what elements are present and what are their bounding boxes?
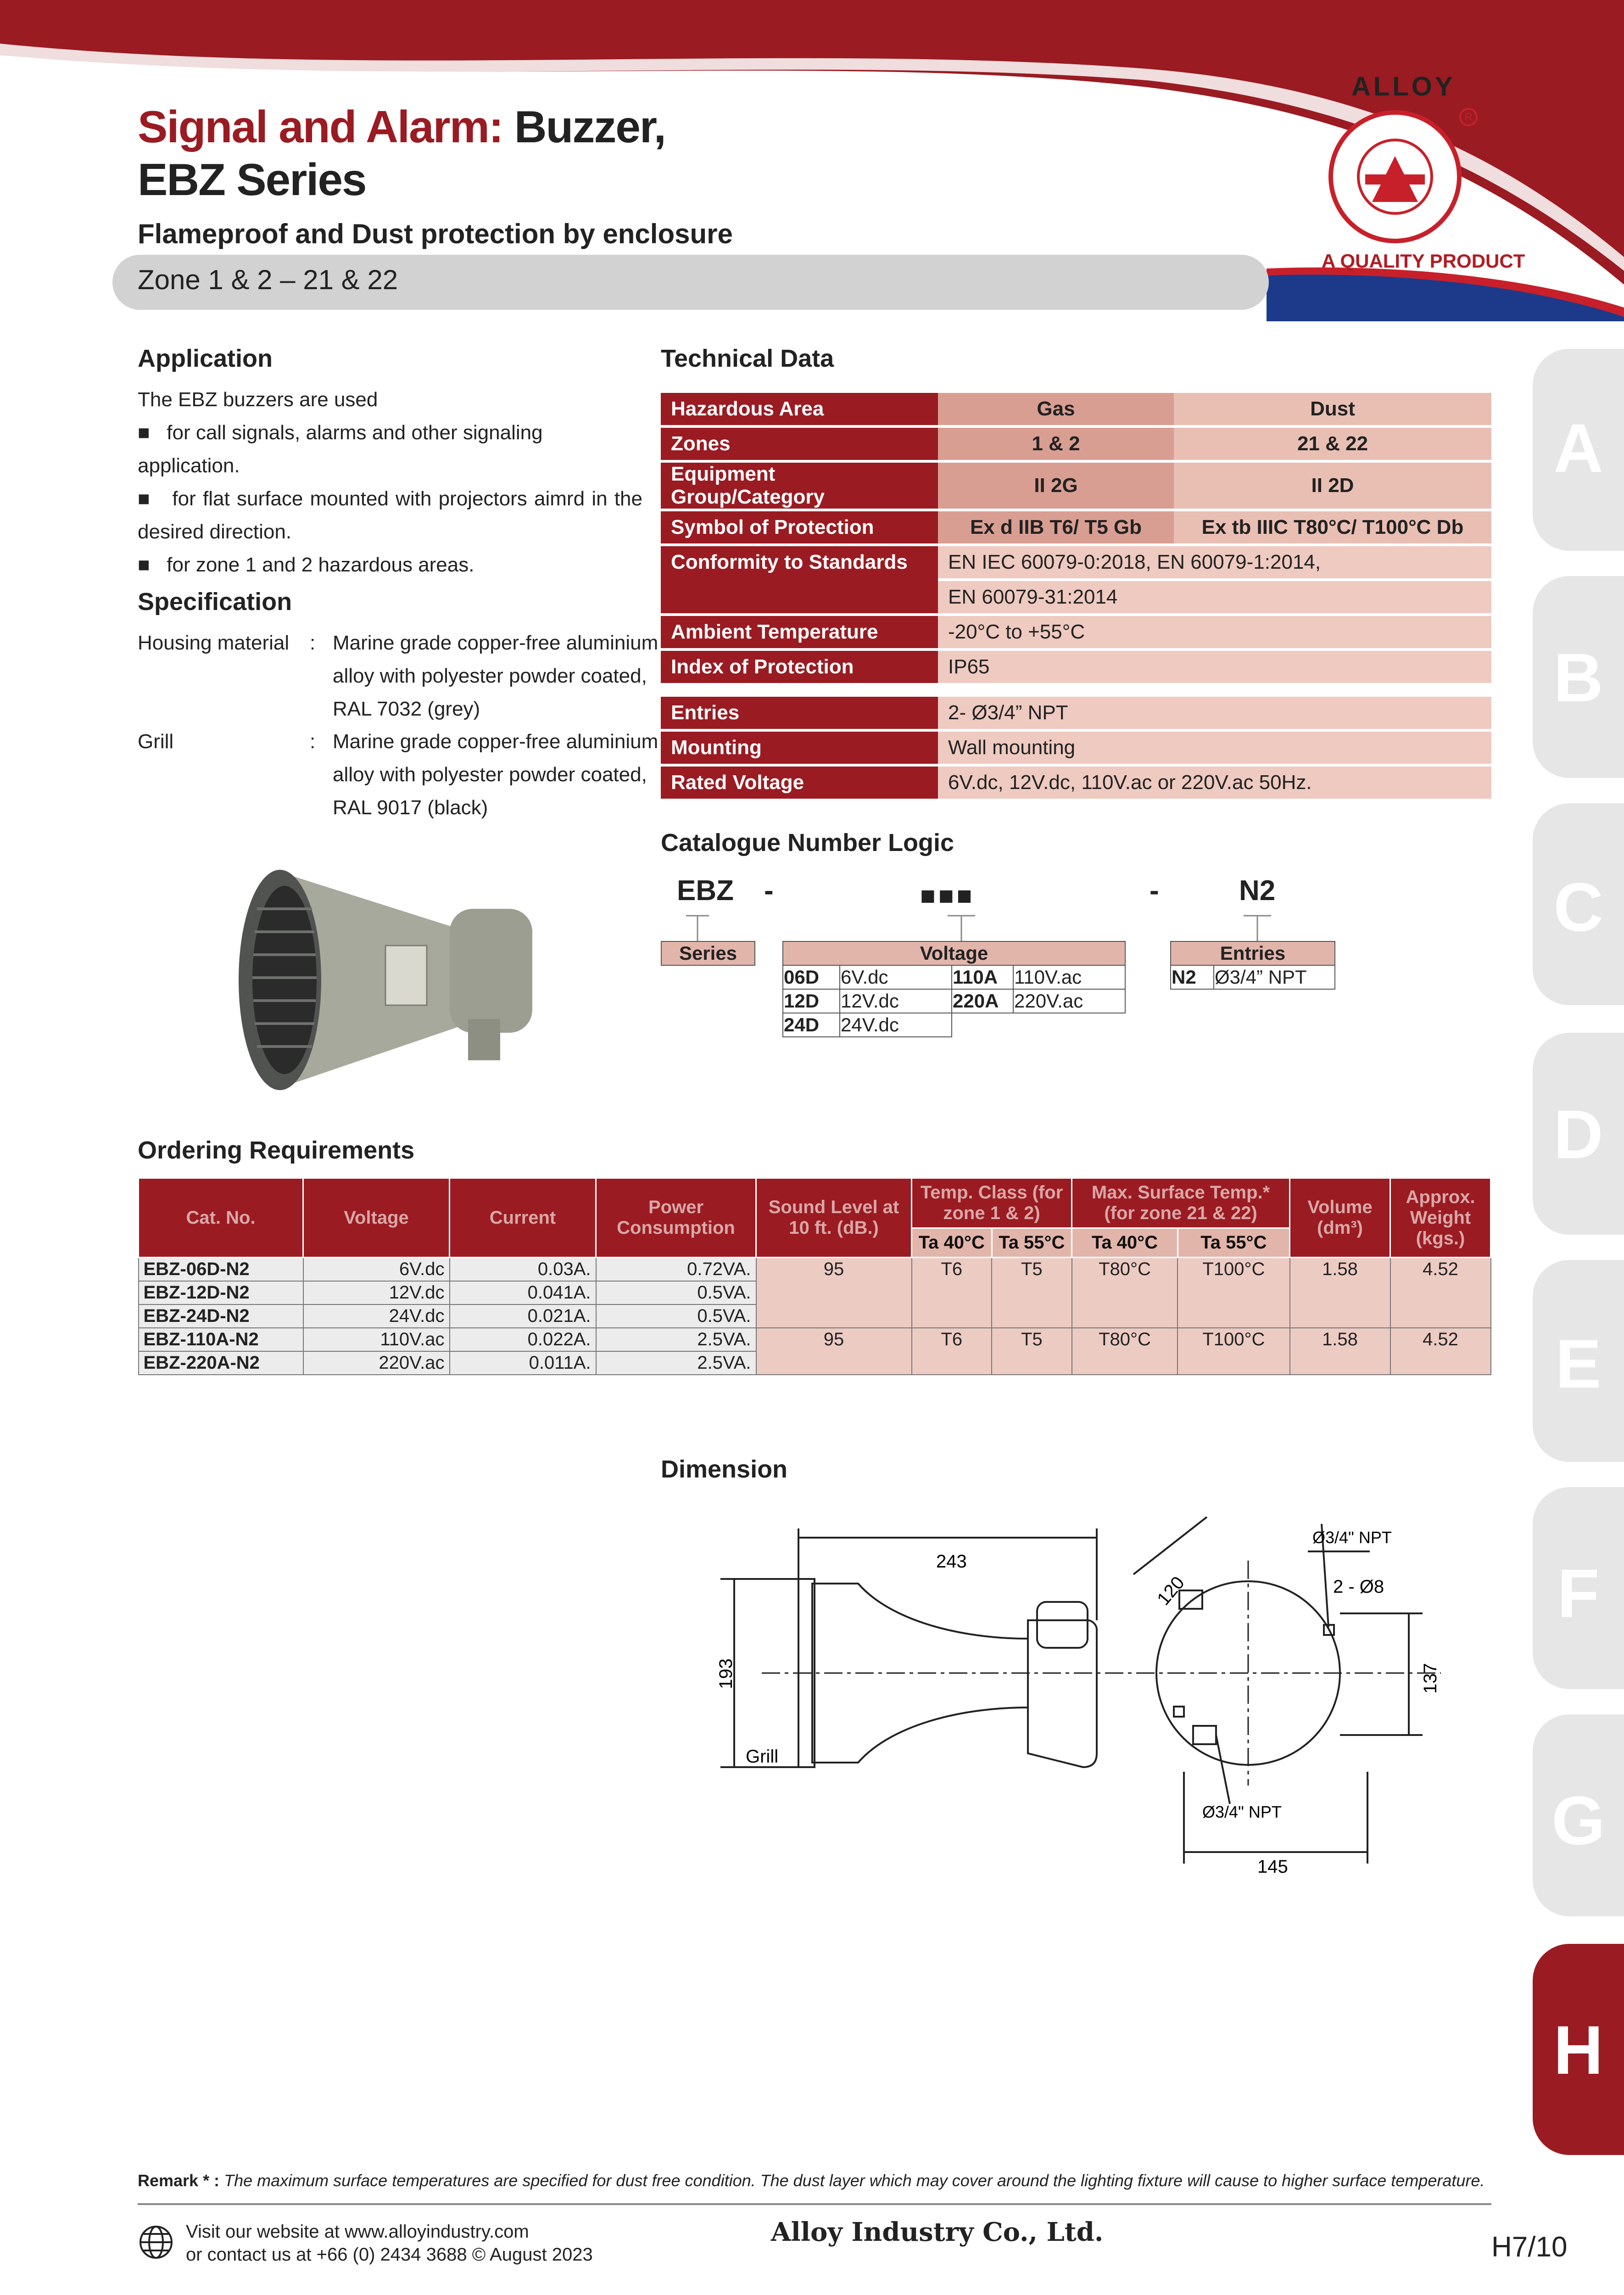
zone-text: Zone 1 & 2 – 21 & 22 <box>138 264 398 295</box>
spec-line: RAL 9017 (black) <box>333 796 488 819</box>
spec-colon: : <box>310 730 316 753</box>
s55-cell: T100°C <box>1178 1328 1289 1375</box>
table-row <box>661 616 1491 648</box>
code-cell: 06D <box>783 965 840 989</box>
voltage-cell: 12V.dc <box>303 1281 450 1304</box>
title-black: Buzzer, <box>502 101 665 152</box>
tab-a-label: A <box>1553 409 1603 487</box>
technical-heading: Technical Data <box>661 345 834 372</box>
power-cell: 0.5VA. <box>596 1281 756 1304</box>
voltage-box <box>782 941 1126 1037</box>
ordering-table <box>138 1177 1491 1375</box>
value-cell: IP65 <box>938 651 1491 683</box>
col-ta55b: Ta 55°C <box>1178 1228 1289 1258</box>
table-row <box>661 732 1491 764</box>
dust-cell: II 2D <box>1174 463 1491 509</box>
remark <box>138 2171 1514 2190</box>
bullet-text: for call signals, alarms and other signaling application. <box>138 421 543 477</box>
code-cell: 110A <box>952 965 1013 989</box>
col-ta55: Ta 55°C <box>992 1228 1072 1258</box>
application-intro: The EBZ buzzers are used <box>138 388 378 411</box>
spec-line: alloy with polyester powder coated, <box>333 763 647 786</box>
footer-contact: or contact us at +66 (0) 2434 3688 © August 2023 <box>186 2245 593 2265</box>
holes-label: 2 - Ø8 <box>1333 1577 1384 1597</box>
dust-cell: Dust <box>1174 393 1491 425</box>
dim-145: 145 <box>1257 1857 1288 1877</box>
spec-housing-value <box>333 627 658 726</box>
col-ta40: Ta 40°C <box>912 1228 992 1258</box>
val-cell: 220V.ac <box>1013 989 1125 1013</box>
dimension-drawing <box>707 1515 1487 1882</box>
dim-120: 120 <box>1153 1573 1189 1609</box>
val-cell: 110V.ac <box>1013 965 1125 989</box>
gas-cell: Gas <box>938 393 1174 425</box>
technical-table <box>661 390 1491 801</box>
col-cat: Cat. No. <box>139 1178 303 1258</box>
code-cell: 12D <box>783 989 840 1013</box>
spec-line: Marine grade copper-free aluminium <box>333 632 659 654</box>
table-row <box>783 965 1125 989</box>
brand-name: ALLOY <box>1351 72 1456 101</box>
alloy-logo <box>1322 106 1482 248</box>
col-weight: Approx. Weight (kgs.) <box>1390 1178 1491 1258</box>
list-item: ■ for zone 1 and 2 hazardous areas. <box>138 554 474 576</box>
volume-cell: 1.58 <box>1290 1258 1390 1328</box>
buzzer-product-image <box>211 854 560 1111</box>
col-surface: Max. Surface Temp.* (for zone 21 & 22) <box>1072 1178 1290 1228</box>
row-label: Entries <box>661 697 938 729</box>
remark-label: Remark * : <box>138 2171 220 2190</box>
dimension-heading: Dimension <box>661 1455 788 1483</box>
entries-label: Entries <box>1171 941 1335 965</box>
npt-bottom-label: Ø3/4" NPT <box>1202 1802 1282 1821</box>
current-cell: 0.011A. <box>450 1351 596 1375</box>
current-cell: 0.041A. <box>450 1281 596 1304</box>
quality-tagline: A QUALITY PRODUCT <box>1322 250 1525 272</box>
sound-cell: 95 <box>756 1328 912 1375</box>
gas-cell: 1 & 2 <box>938 428 1174 460</box>
value-cell: EN IEC 60079-0:2018, EN 60079-1:2014, <box>938 546 1491 578</box>
val-cell: 12V.dc <box>840 989 952 1013</box>
tab-b-label: B <box>1553 639 1603 716</box>
series-label: Series <box>661 941 755 965</box>
table-row <box>661 511 1491 543</box>
t55-cell: T5 <box>992 1328 1072 1375</box>
gas-cell: II 2G <box>938 463 1174 509</box>
col-volume: Volume (dm³) <box>1290 1178 1390 1258</box>
weight-cell: 4.52 <box>1390 1258 1491 1328</box>
list-item: ■ for call signals, alarms and other signaling application. <box>138 421 543 477</box>
spec-line: RAL 7032 (grey) <box>333 698 480 720</box>
value-cell: 2- Ø3/4” NPT <box>938 697 1491 729</box>
col-current: Current <box>450 1178 596 1258</box>
list-item-cont: desired direction. <box>138 521 292 543</box>
dim-193: 193 <box>716 1658 736 1689</box>
ordering-heading: Ordering Requirements <box>138 1136 415 1164</box>
tab-e-label: E <box>1555 1325 1602 1402</box>
code-series: EBZ <box>677 875 734 907</box>
code-dash-1: - <box>764 875 774 907</box>
value-cell: Wall mounting <box>938 732 1491 764</box>
value-cell: -20°C to +55°C <box>938 616 1491 648</box>
voltage-cell: 24V.dc <box>303 1304 450 1328</box>
code-entry: N2 <box>1239 875 1276 907</box>
table-row <box>661 546 1491 578</box>
page-number: H7/10 <box>1491 2231 1568 2263</box>
col-sound: Sound Level at 10 ft. (dB.) <box>756 1178 912 1258</box>
svg-text:R: R <box>1464 111 1473 123</box>
series-box <box>661 941 755 966</box>
row-label: Rated Voltage <box>661 767 938 799</box>
code-cell: 24D <box>783 1013 840 1037</box>
val-cell: 24V.dc <box>840 1013 952 1037</box>
spec-colon: : <box>310 632 316 654</box>
cat-cell: EBZ-220A-N2 <box>139 1351 303 1375</box>
table-row <box>661 428 1491 460</box>
grill-label: Grill <box>746 1746 779 1767</box>
s40-cell: T80°C <box>1072 1328 1178 1375</box>
current-cell: 0.03A. <box>450 1258 596 1282</box>
current-cell: 0.022A. <box>450 1328 596 1351</box>
remark-text: The maximum surface temperatures are specified for dust free condition. The dust layer which may cover around the lighting fixture will cause to higher surface temperature. <box>219 2171 1485 2190</box>
s40-cell: T80°C <box>1072 1258 1178 1328</box>
row-label: Hazardous Area <box>661 393 938 425</box>
val-cell: Ø3/4” NPT <box>1214 965 1335 989</box>
dust-cell: 21 & 22 <box>1174 428 1491 460</box>
code-cell: 220A <box>952 989 1013 1013</box>
row-label: Conformity to Standards <box>661 546 938 613</box>
row-label: Ambient Temperature <box>661 616 938 648</box>
dim-137: 137 <box>1420 1663 1440 1694</box>
row-label: Mounting <box>661 732 938 764</box>
footer-website: Visit our website at www.alloyindustry.com <box>186 2222 529 2242</box>
cat-cell: EBZ-24D-N2 <box>139 1304 303 1328</box>
spec-line: Marine grade copper-free aluminium <box>333 730 659 753</box>
voltage-cell: 6V.dc <box>303 1258 450 1282</box>
table-row <box>1171 965 1335 989</box>
list-item: ■ for flat surface mounted with projectors aimrd in the <box>138 487 642 510</box>
footer-divider <box>138 2203 1491 2205</box>
row-label: Zones <box>661 428 938 460</box>
col-temp: Temp. Class (for zone 1 & 2) <box>912 1178 1072 1228</box>
t40-cell: T6 <box>912 1328 992 1375</box>
voltage-cell: 220V.ac <box>303 1351 450 1375</box>
row-label: Equipment Group/Category <box>661 463 938 509</box>
table-row <box>661 651 1491 683</box>
table-row <box>783 1013 1125 1037</box>
gas-cell: Ex d IIB T6/ T5 Gb <box>938 511 1174 543</box>
value-cell: EN 60079-31:2014 <box>938 581 1491 613</box>
specification-heading: Specification <box>138 588 292 616</box>
table-row <box>661 463 1491 509</box>
entries-box <box>1170 941 1335 990</box>
page-title <box>138 101 665 153</box>
catalogue-heading: Catalogue Number Logic <box>661 829 954 856</box>
spec-grill-value <box>333 725 658 824</box>
t55-cell: T5 <box>992 1258 1072 1328</box>
value-cell: 6V.dc, 12V.dc, 110V.ac or 220V.ac 50Hz. <box>938 767 1491 799</box>
tab-h-label: H <box>1553 2011 1603 2088</box>
bullet-text: for flat surface mounted with projectors aimrd in the <box>172 487 642 510</box>
spacer-row <box>661 686 1491 694</box>
spec-housing-label: Housing material <box>138 632 290 654</box>
power-cell: 0.5VA. <box>596 1304 756 1328</box>
table-row <box>661 767 1491 799</box>
table-row <box>783 989 1125 1013</box>
code-voltage-placeholder: ■■■ <box>920 881 975 910</box>
sound-cell: 95 <box>756 1258 912 1328</box>
val-cell: 6V.dc <box>840 965 952 989</box>
dust-cell: Ex tb IIIC T80°C/ T100°C Db <box>1174 511 1491 543</box>
current-cell: 0.021A. <box>450 1304 596 1328</box>
table-row <box>661 393 1491 425</box>
bullet-text: for zone 1 and 2 hazardous areas. <box>167 554 474 576</box>
tab-f-label: F <box>1557 1555 1600 1632</box>
table-row <box>139 1328 1491 1351</box>
s55-cell: T100°C <box>1178 1258 1289 1328</box>
globe-icon <box>138 2224 174 2261</box>
npt-top-label: Ø3/4" NPT <box>1312 1528 1392 1547</box>
col-ta40b: Ta 40°C <box>1072 1228 1178 1258</box>
tab-g-label: G <box>1551 1782 1605 1859</box>
power-cell: 2.5VA. <box>596 1328 756 1351</box>
row-label: Symbol of Protection <box>661 511 938 543</box>
application-heading: Application <box>138 345 273 372</box>
cat-cell: EBZ-12D-N2 <box>139 1281 303 1304</box>
tab-c-label: C <box>1553 868 1603 946</box>
tab-d-label: D <box>1553 1096 1603 1173</box>
table-header-row <box>139 1178 1491 1228</box>
page-subtitle: Flameproof and Dust protection by enclosure <box>138 218 733 249</box>
voltage-cell: 110V.ac <box>303 1328 450 1351</box>
row-label: Index of Protection <box>661 651 938 683</box>
voltage-label: Voltage <box>783 941 1125 965</box>
code-cell: N2 <box>1171 965 1214 989</box>
spec-line: alloy with polyester powder coated, <box>333 665 647 687</box>
table-row <box>661 697 1491 729</box>
power-cell: 2.5VA. <box>596 1351 756 1375</box>
volume-cell: 1.58 <box>1290 1328 1390 1375</box>
weight-cell: 4.52 <box>1390 1328 1491 1375</box>
dim-243: 243 <box>936 1551 967 1572</box>
power-cell: 0.72VA. <box>596 1258 756 1282</box>
title-red: Signal and Alarm: <box>138 101 503 152</box>
cat-cell: EBZ-06D-N2 <box>139 1258 303 1282</box>
t40-cell: T6 <box>912 1258 992 1328</box>
col-power: Power Consumption <box>596 1178 756 1258</box>
page-title-line2: EBZ Series <box>138 154 366 205</box>
code-dash-2: - <box>1150 875 1159 907</box>
table-row <box>139 1258 1491 1282</box>
company-name: Alloy Industry Co., Ltd. <box>771 2217 1104 2247</box>
cat-cell: EBZ-110A-N2 <box>139 1328 303 1351</box>
spec-grill-label: Grill <box>138 730 174 753</box>
col-voltage: Voltage <box>303 1178 450 1258</box>
application-body <box>138 383 642 582</box>
